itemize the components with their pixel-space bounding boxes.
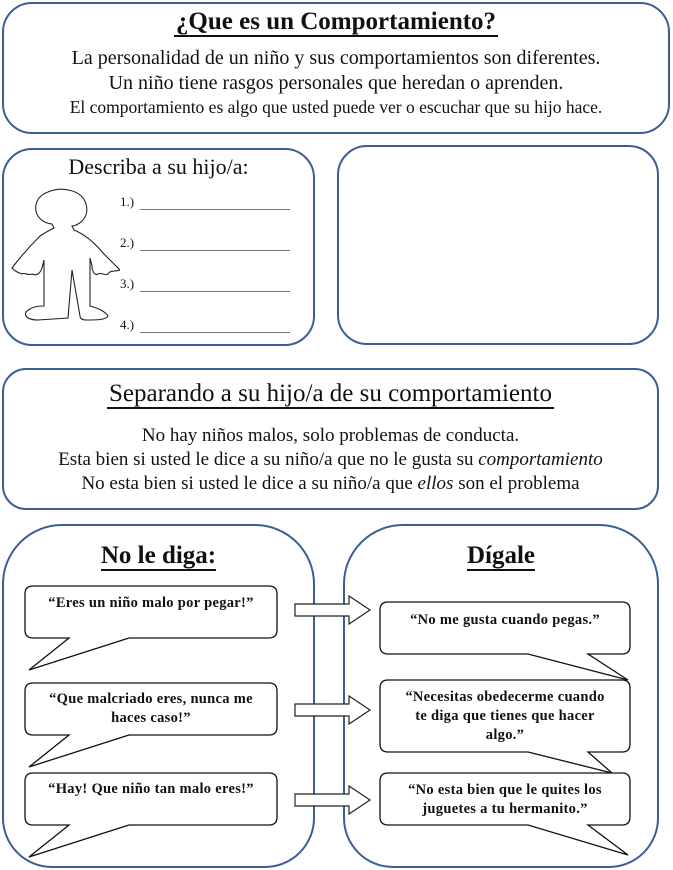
describe-item-3 bbox=[120, 276, 290, 292]
separating-line-1: No hay niños malos, solo problemas de conducta. bbox=[141, 425, 520, 446]
intro-title: ¿Que es un Comportamiento? bbox=[175, 8, 497, 35]
describe-item-4 bbox=[120, 317, 290, 333]
line2-emphasis: comportamiento bbox=[478, 449, 603, 470]
line3-suffix: son el problema bbox=[453, 473, 580, 494]
bubble-text: “Hay! Que niño tan malo eres!” bbox=[48, 781, 254, 797]
say-title: Dígale bbox=[466, 542, 536, 569]
say-bubble-1 bbox=[380, 602, 630, 684]
child-outline-icon bbox=[10, 186, 120, 336]
blank-drawing-panel[interactable] bbox=[337, 145, 659, 345]
describe-input-1[interactable] bbox=[140, 197, 290, 210]
intro-line-3: El comportamiento es algo que usted puede ver o escuchar que su hijo hace. bbox=[69, 97, 603, 117]
bubble-text: “Necesitas obedecerme cuando te diga que tienes que hacer algo.” bbox=[405, 689, 605, 743]
arrow-right-icon bbox=[293, 595, 373, 625]
dont-say-bubble-1 bbox=[25, 586, 277, 671]
intro-line-2: Un niño tiene rasgos personales que heredan o aprenden. bbox=[108, 72, 564, 94]
item-label: 1.) bbox=[120, 194, 135, 209]
describe-item-2 bbox=[120, 235, 290, 251]
describe-child-panel bbox=[2, 148, 315, 346]
item-label: 4.) bbox=[120, 317, 135, 332]
dont-say-title: No le diga: bbox=[100, 542, 217, 569]
bubble-text: “No esta bien que le quites los juguetes a tu hermanito.” bbox=[408, 782, 602, 817]
line3-emphasis: ellos bbox=[417, 473, 454, 494]
line3-text: No esta bien si usted le dice a su niño/a que bbox=[81, 473, 418, 494]
describe-input-4[interactable] bbox=[140, 320, 290, 333]
dont-say-bubble-3 bbox=[25, 773, 277, 858]
arrow-right-icon bbox=[293, 695, 373, 725]
describe-input-3[interactable] bbox=[140, 279, 290, 292]
intro-panel bbox=[2, 2, 670, 134]
line2-text: Esta bien si usted le dice a su niño/a que no le gusta su bbox=[58, 449, 479, 470]
describe-item-1 bbox=[120, 194, 290, 210]
separating-line-3 bbox=[4, 473, 657, 495]
separating-panel bbox=[2, 368, 659, 510]
say-bubble-2 bbox=[380, 680, 630, 775]
bubble-text: “Que malcriado eres, nunca me haces caso!” bbox=[49, 691, 253, 726]
item-label: 2.) bbox=[120, 235, 135, 250]
describe-input-2[interactable] bbox=[140, 238, 290, 251]
say-bubble-3 bbox=[380, 773, 630, 858]
bubble-text: “No me gusta cuando pegas.” bbox=[410, 612, 600, 628]
dont-say-bubble-2 bbox=[25, 683, 277, 768]
separating-line-2 bbox=[4, 449, 657, 471]
arrow-right-icon bbox=[293, 785, 373, 815]
describe-title: Describa a su hijo/a: bbox=[68, 154, 249, 179]
separating-title: Separando a su hijo/a de su comportamiento bbox=[109, 380, 552, 407]
intro-line-1: La personalidad de un niño y sus comportamientos son diferentes. bbox=[71, 47, 601, 69]
bubble-text: “Eres un niño malo por pegar!” bbox=[48, 595, 254, 611]
item-label: 3.) bbox=[120, 276, 135, 291]
